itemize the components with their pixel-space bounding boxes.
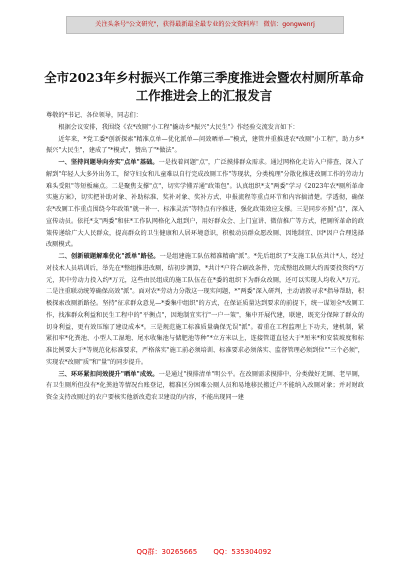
promo-banner: 关注头条号"公文研究"，获得最新最全最专业的公文资料库！ 微信：gongwenrj: [66, 16, 344, 34]
paragraph-overview: 近年来，*党工委*创新探索"精准点单—优化派单—问效晒单—"模式，建管并重推进农*改厕"小工程"，助力乡*振兴"大民生"，建成了"*模式"，赞出了"*做法"。: [46, 135, 364, 155]
section-2: [46, 251, 364, 369]
document-title: 全市2023年乡村振兴工作第三季度推进会暨农村厕所革命工作推进会上的汇报发言: [44, 70, 364, 103]
salutation: 尊敬的*书记、各位领导，同志们：: [46, 112, 142, 119]
section-2-body: 一是组建施工队伍精准精确"派"。*先后组织了*支施工队伍共计*人，经过对技术人员培训后，举先在*整组推进改厕，结初步测算，*共计*户符合刷改条件，完成整组改厕大约需要投资约*万元，其中劳动力投入约*万元，这些由民组成的施工队伍在在*委的组织下为群众改厕，还可以实现人均收入*万元。二是注重联动统筹确保高效"派"。面对农*劳动力分散这一现实问题，*"两委"深入研判，主动请教寻求*指导帮助，积极探索改厕新路径。坚持"征求群众意见—*委集中组织"的方式，在保证质量达到要求的前提下，统一谋划全*改厕工作，找准群众利益和民生工程中的"平衡点"，因地制宜实行"一户一策"，集中开展代建，联建，既充分保障了群众的切身利益，更有效压缩了建设成本*。三是规范施工标准质量确保无误"派"。着重在工程监理上下功夫，建机制，紧紧扣牢*化粪池、小型人工湿地、尾水收集池与储肥池等种"*立方米以上，连接管道直径大于*厘米*和安装坡度和标准比例要大于*等规范化标准要求，严格落实"施工前必须培训、标准要求必须落实、监督管理必须到位""三个必须"，实现农*改厕"质"和"量"的同步提升。: [46, 253, 364, 366]
qq-contact-label: QQ：535304092: [213, 548, 272, 556]
section-2-heading: 二、创新破题解难优化"派单"路径。: [58, 253, 160, 260]
section-3: [46, 369, 364, 404]
section-1-body: 一是找着问题"点"，广泛摸排群众需求。通过网格化走访入户排查，深入了解到"年轻人大多外出务工，留守妇女和儿童难以自行完成改厕工作"等现状，分类梳理"分散化推进改厕工作的劳动力难头受阻"等短板痛点。二是聚焦支撑"点"，切实学懂弄通"政策包"。认真组织*支"两委"学习《2023年农*厕所革命实施方案》，切实把补助对象、补助标准、奖补对象、奖补方式、申报流程等重点环节和内容搞清楚。学透彻，确保农*改厕工作重点围绕今年政策"就一补一、标准灵活"等特点有序推进，强化政策效应支撑。三是同步亦照"点"，深入宣传动员。依托*支"两委"和驻*工作队网格化入组到户，用好群众会、上门宣讲、微信推广等方式，把厕所革命的政策传递给广大人民群众，提高群众的卫生健康和人居环境意识，积极动员群众愿改厕、因地制宜、因*因户合理选择改厕模式。: [46, 159, 364, 249]
contact-footer: [0, 545, 408, 559]
document-body: [46, 110, 364, 404]
section-3-body: 一是通过"摸排清单"明公平。在改厕需求摸排中，分类做好无厕、老旱厕，有卫生厕所但没有*化粪池等情况台账登记，精准区分困难公厕人员和易地移民搬迁户不能纳入改厕对象；并对财政资金支持改厕过的农户要核实他新改造农卫建设的内容，不能出现同一建: [46, 370, 364, 401]
section-1: [46, 157, 364, 251]
section-3-heading: 三、环环紧扣问效提升"晒单"成效。: [58, 370, 159, 378]
qq-group-label: QQ群：30265665: [136, 548, 198, 556]
section-1-heading: 一、坚持问题导向夯实"点单"基础。: [58, 159, 159, 166]
intro-paragraph: 根据会议安排，我围绕《农*改厕"小工程"撬动乡*振兴"大民生"》作经验交流发言如下：: [58, 123, 299, 131]
